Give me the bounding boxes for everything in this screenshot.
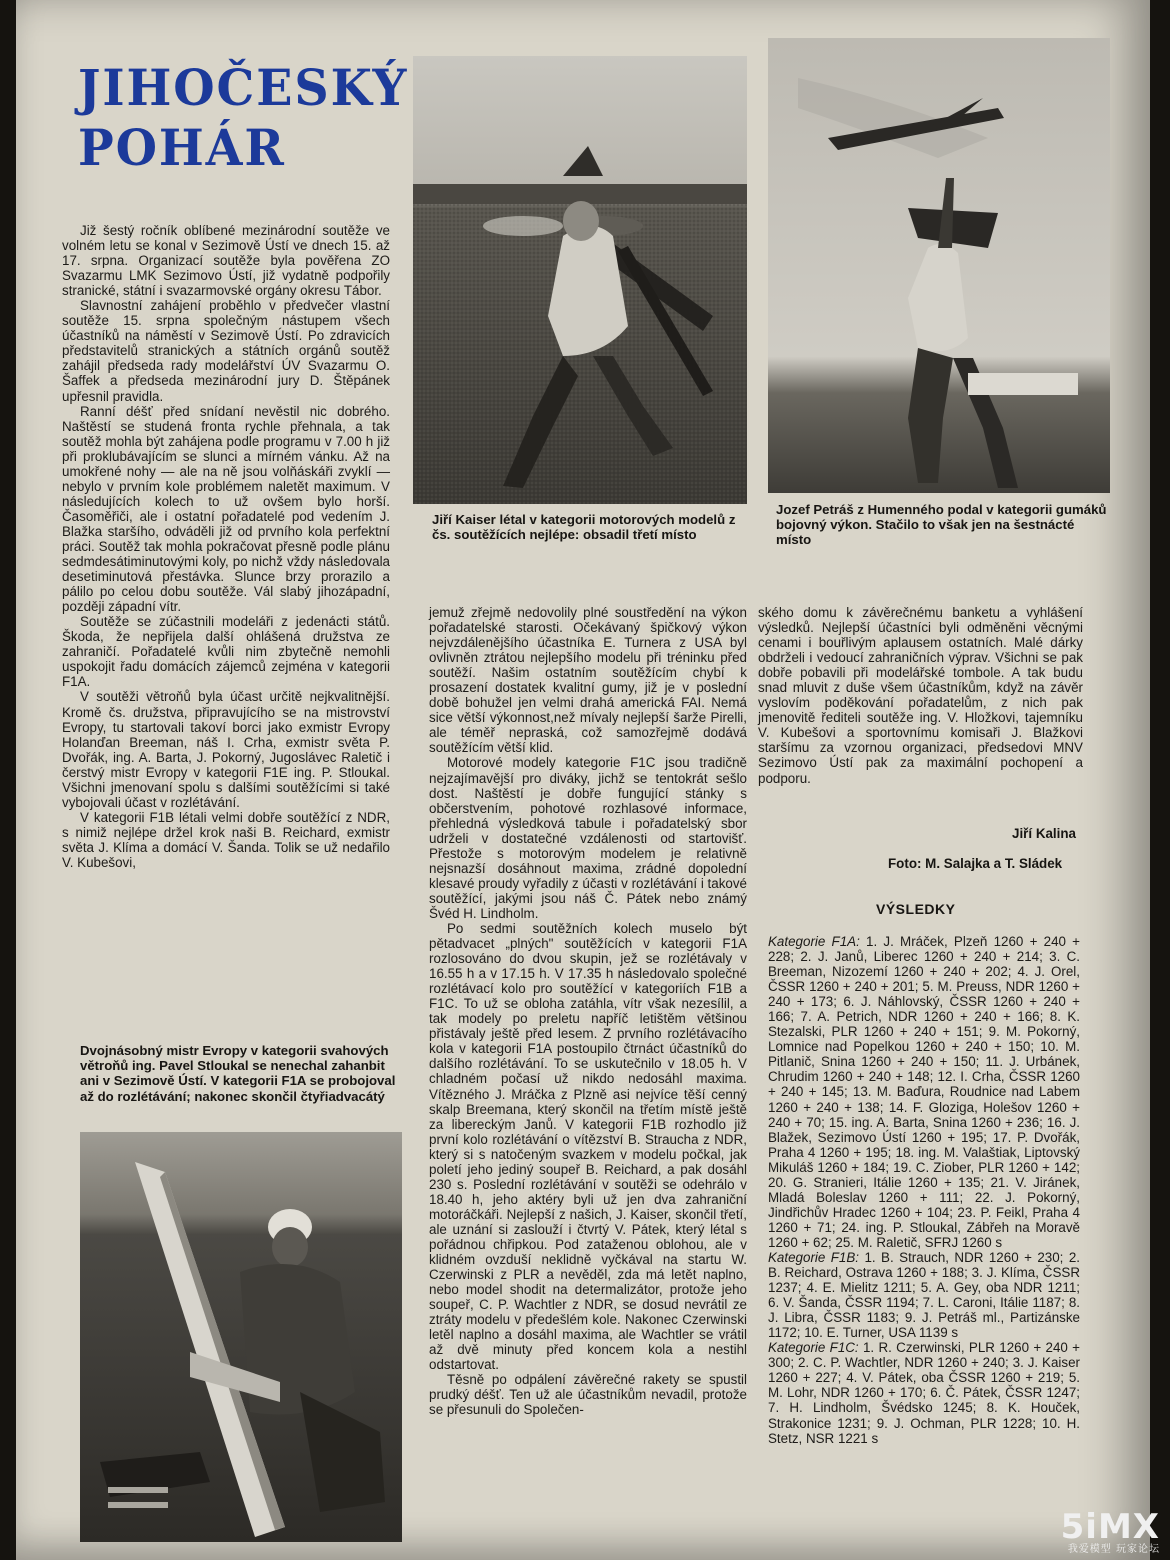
article-column-2	[429, 605, 747, 1540]
article-paragraph: Již šestý ročník oblíbené mezinárodní soutěže ve volném letu se konal v Sezimově Ústí ve dnech 15. až 17. srpna. Organizací soutěže byla pověřena ZO Svazarmu LMK Sezimovo Ústí, již vydatně podpořily stranické, státní i svazarmovské orgány okresu Tábor.	[62, 223, 390, 299]
results-f1b	[768, 1250, 1080, 1340]
results-f1a-text: 1. J. Mráček, Plzeň 1260 + 240 + 228; 2. J. Janů, Liberec 1260 + 240 + 214; 3. C. Breeman, Nizozemí 1260 + 240 + 202; 4. J. Orel, ČSSR 1260 + 240 + 201; 5. M. Preuss, NDR 1260 + 240 + 173; 6. J. Náhlovský, ČSSR 1260 + 240 + 166; 7. A. Petrich, NDR 1260 + 240 + 166; 8. K. Stezalski, PLR 1260 + 240 + 151; 9. M. Pokorný, Lomnice nad Popelkou 1260 + 240 + 150; 10. M. Pitlanič, Snina 1260 + 240 + 150; 11. J. Urbánek, Chrudim 1260 + 240 + 148; 12. I. Crha, ČSSR 1260 + 240 + 145; 13. M. Baďura, Roudnice nad Labem 1260 + 240 + 138; 14. F. Gloziga, Holešov 1260 + 240 + 70; 15. ing. A. Barta, Snina 1260 + 236; 16. J. Blažek, Sezimovo Ústí 1260 + 195; 17. P. Dvořák, Praha 4 1260 + 195; 18. ing. M. Valaštiak, Liptovský Mikuláš 1260 + 184; 19. C. Ziober, PLR 1260 + 142; 20. G. Stranieri, Itálie 1260 + 135; 21. V. Jiránek, Mladá Boleslav 1260 + 111; 22. J. Pokorný, Jindřichův Hradec 1260 + 104; 23. P. Feikl, Praha 4 1260 + 71; 24. ing. P. Stloukal, Zábřeh na Moravě 1260 + 62; 25. M. Raletič, SFRJ 1260 s	[768, 934, 1081, 1250]
results-f1c	[768, 1340, 1080, 1445]
photo-stloukal	[80, 1132, 402, 1542]
article-paragraph: Těsně po odpálení závěrečné rakety se spustil prudký déšť. Ten už ale účastníkům nevadil, protože se přesunuli do Společen-	[429, 1372, 747, 1418]
results-f1c-label: Kategorie F1C:	[768, 1340, 859, 1356]
magazine-page	[16, 0, 1150, 1560]
results-f1a-label: Kategorie F1A:	[768, 934, 860, 949]
watermark-subtitle: 我爱模型 玩家论坛	[1067, 1544, 1160, 1555]
photo-credit: Foto: M. Salajka a T. Sládek	[888, 856, 1063, 871]
results-f1b-text: 1. B. Strauch, NDR 1260 + 230; 2. B. Reichard, Ostrava 1260 + 188; 3. J. Klíma, ČSSR 1237; 4. E. Mielitz 1211; 5. A. Gey, oba NDR 1211; 6. V. Šanda, ČSSR 1194; 7. L. Caroni, Itálie 1187; 8. J. Libra, ČSSR 1183; 9. J. Petráš ml., Partizánske 1172; 10. E. Turner, USA 1139 s	[768, 1249, 1080, 1341]
results-f1c-text: 1. R. Czerwinski, PLR 1260 + 240 + 300; 2. C. P. Wachtler, NDR 1260 + 240; 3. J. Kaiser 1260 + 227; 4. V. Pátek, oba ČSSR 1260 + 219; 5. M. Lohr, NDR 1260 + 170; 6. Č. Pátek, ČSSR 1247; 7. H. Lindholm, Švédsko 1245; 8. K. Houček, Strakonice 1231; 9. J. Ochman, PLR 1228; 10. H. Stetz, NSR 1221 s	[768, 1340, 1080, 1446]
results-block	[768, 934, 1080, 1542]
results-f1b-label: Kategorie F1B:	[768, 1249, 860, 1265]
caption-kaiser: Jiří Kaiser létal v kategorii motorových modelů z čs. soutěžících nejlépe: obsadil třetí místo	[432, 512, 736, 543]
title-line-1: JIHOČESKÝ	[78, 58, 409, 117]
author-signature: Jiří Kalina	[1012, 826, 1077, 841]
watermark-logo: 5iMX	[1060, 1507, 1160, 1547]
title-line-2: POHÁR	[78, 118, 286, 177]
results-f1a	[768, 934, 1080, 1250]
caption-stloukal: Dvojnásobný mistr Evropy v kategorii svahových větroňů ing. Pavel Stloukal se nenechal zahanbit ani v Sezimově Ústí. V kategorii F1A se probojoval až do rozlétávání; nakonec skončil čtyřiadvacátý	[80, 1043, 396, 1104]
article-paragraph: ského domu k závěrečnému banketu a vyhlášení výsledků. Nejlepší účastníci byli odměněni věcnými cenami i bouřlivým aplausem ostatních. Malé dárky obdrželi i vedoucí zahraničních výprav. Všichni se pak dobře pobavili při modelářské tombole. A tak budu snad mluvit z duše všem účastníkům, když na závěr vyslovím poděkování pořadatelům, z nich pak jmenovitě řediteli soutěže ing. V. Hložkovi, tajemníku V. Kubešovi a sportovnímu komisaři J. Blažkovi staršímu za vzornou organizaci, předsedovi MNV Sezimovo Ústí pak za maximální pochopení a podporu.	[758, 605, 1083, 786]
article-paragraph: Motorové modely kategorie F1C jsou tradičně nejzajímavější pro diváky, jichž se tentokrát sešlo dost. Naštěstí je dobře fungující stánky s občerstvením, pohotové rozhlasové informace, přehledná výsledková tabule i pořadatelský sbor udrželi v dostatečné vzdálenosti od startovišť. Přestože s motorovým modelem je relativně nejsnazší dosáhnout maxima, zrádné dopolední klesavé proudy vyřadily z účasti v rozlétávání i takové soutěžící, jakými jsou náš Č. Pátek nebo známý Švéd H. Lindholm.	[429, 755, 747, 921]
article-column-3	[758, 605, 1083, 823]
article-paragraph: jemuž zřejmě nedovolily plné soustředění na výkon pořadatelské starosti. Očekávaný špičkový výkon nejvzdálenějšího účastníka E. Turnera z USA byl ovlivněn ztrátou nejlepšího modelu při tréninku před soutěží. Našim ostatním soutěžícím chybí k prosazení dostatek kvalitní gumy, již je v poslední době bohužel jen velmi drahá americká FAI. Nemá sice větší výkonnost,než mívaly nejlepší šarže Pirelli, ale téměř nepraská, což samozřejmě dodává soutěžícím větší klid.	[429, 605, 747, 756]
article-paragraph: V kategorii F1B létali velmi dobře soutěžící z NDR, s nimiž nejlépe držel krok naši B. Reichard, exmistr světa J. Klíma a domácí V. Šanda. Tolik se už nedařilo V. Kubešovi,	[62, 809, 390, 870]
article-paragraph: V soutěži větroňů byla účast určitě nejkvalitnější. Kromě čs. družstva, připravujícího se na mistrovství Evropy, tu startovali takoví borci jako exmistr Evropy Holanďan Breeman, náš I. Crha, exmistr světa P. Dvořák, ing. A. Barta, J. Pokorný, Jugoslávec Raletič i čerstvý mistr Evropy v kategorii F1E ing. P. Stloukal. Všichni jmenovaní spolu s dalšími soutěžícími si také vybojovali účast v rozlétávání.	[62, 689, 390, 810]
article-paragraph: Po sedmi soutěžních kolech muselo být pětadvacet „plných" soutěžících v kategorii F1A rozlosováno do dvou skupin, jež se rozlétávaly v 16.55 h a v 17.15 h. V 17.35 h následovalo společné rozlétávací kolo pro soutěžící v kategoriích F1B a F1C. To už se obloha zatáhla, vítr však nezesílil, a tak modely po preletu napříč letištěm většinou přistávaly ještě před lesem. Z prvního rozlétávacího kola v kategorii F1A postoupilo čtrnáct účastníků do dalšího rozlétávání. To se uskutečnilo v 18.05 h. V chladném počasí už nikdo nedosáhl maxima. Vítězného J. Mráčka z Plzně asi nejvíce těší cenný skalp Breemana, který skončil na třetím místě ještě za libereckým Janů. V kategorii F1B rozhodlo již první kolo rozlétávání o vítězství B. Straucha z NDR, který si s natočeným svazkem v modelu počkal, jak poletí jeho jediný soupeř B. Reichard, a pak dosáhl 230 s. Poslední rozlétávání v soutěži se odehrálo v 18.40 h, jeho aktéry byli už jen dva zahraniční motoráčkáři. Nejlepší z našich, J. Kaiser, skončil třetí, ale uznání si zaslouží i čtvrtý V. Pátek, který létal s pořádnou chřipkou. Pod zataženou oblohou, ale v klidném ovzduší neklidně vyčkával na startu W. Czerwinski z PLR a nevěděl, zda má letět naplno, nebo model shodit na determalizátor, protože jeho soupeř, C. P. Wachtler z NDR, se dosud nevrátil ze ztráty modelu v předešlém kole. Nakonec Czerwinski letěl naplno a dosáhl maxima, ale Wachtler se vrátil až dvě minuty před koncem kola a nestihl odstartovat.	[429, 920, 747, 1373]
photo-kaiser-image	[413, 56, 747, 504]
photo-petras-image	[768, 38, 1110, 493]
article-column-1	[62, 223, 390, 1005]
watermark	[1060, 1507, 1160, 1556]
article-paragraph: Ranní déšť před snídaní nevěstil nic dobrého. Naštěstí se studená fronta rychle přehnala, a tak soutěž mohla být zahájena podle programu v 7.00 h již při proklubávajícím se slunci a mírném vánku. Až na umokřené nohy — ale na ně jsou volňáskáři zvyklí — nebylo v prvním kole problémem naletět maximum. V následujících kolech to už ovšem bylo horší. Časoměřiči, ale i ostatní pořadatelé pod vedením J. Blažka staršího, odváděli již od prvního kola perfektní práci. Soutěž tak mohla pokračovat přesně podle plánu sedmdesátiminutovými koly, po nichž vždy následovala desetiminutová přestávka. Slunce brzy prorazilo a pálilo po celou dobu soutěže. Vál slabý jihozápadní, později západní vítr.	[62, 403, 390, 615]
caption-petras: Jozef Petráš z Humenného podal v kategorii gumáků bojovný výkon. Stačilo to však jen na šestnácté místo	[776, 502, 1107, 548]
photo-stloukal-image	[80, 1132, 402, 1542]
results-heading: VÝSLEDKY	[876, 901, 956, 917]
article-paragraph: Soutěže se zúčastnili modeláři z jedenácti států. Škoda, že nepřijela další ohlášená družstva ze zahraničí. Pořadatelé kvůli nim zbytečně nemohli uspokojit řadu domácích zájemců zejména v kategorii F1A.	[62, 614, 390, 690]
photo-kaiser	[413, 56, 747, 504]
article-title	[78, 58, 408, 178]
photo-petras	[768, 38, 1110, 493]
article-paragraph: Slavnostní zahájení proběhlo v předvečer vlastní soutěže 15. srpna společným nástupem všech účastníků na náměstí v Sezimově Ústí. Po zdravicích představitelů stranických a státních orgánů soutěž zahájil předseda rady modelářství ÚV Svazarmu O. Šaffek a předseda mezinárodní jury D. Štěpánek upřesnil pravidla.	[62, 298, 390, 404]
